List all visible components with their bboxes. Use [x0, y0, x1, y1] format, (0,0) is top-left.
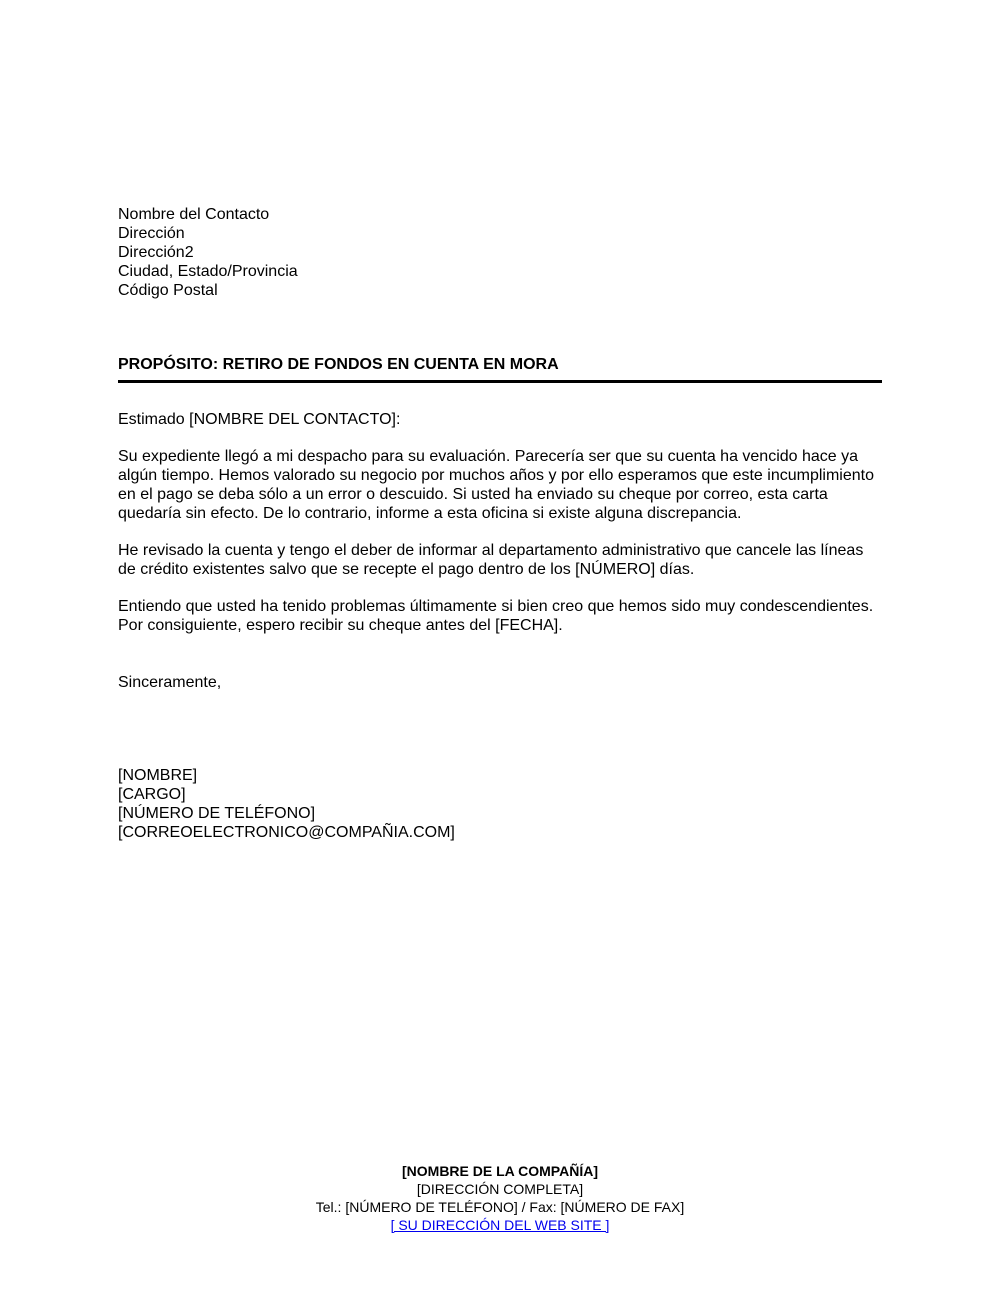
footer-contact: Tel.: [NÚMERO DE TELÉFONO] / Fax: [NÚMERO DE FAX] [315, 1199, 685, 1215]
letter-subject: PROPÓSITO: RETIRO DE FONDOS EN CUENTA EN MORA [118, 356, 559, 373]
salutation: Estimado [NOMBRE DEL CONTACTO]: [118, 411, 401, 428]
closing: Sinceramente, [118, 674, 222, 691]
subject-divider [118, 380, 882, 383]
recipient-name: Nombre del Contacto [118, 206, 270, 223]
letter-body [118, 410, 882, 653]
recipient-address-block [118, 205, 298, 300]
signature-block [118, 766, 455, 842]
body-paragraph-3: Entiendo que usted ha tenido problemas últimamente si bien creo que hemos sido muy condescendientes. Por consiguiente, espero recibir su cheque antes del [FECHA]. [118, 598, 874, 634]
signature-phone: [NÚMERO DE TELÉFONO] [118, 805, 316, 822]
body-paragraph-1: Su expediente llegó a mi despacho para su evaluación. Parecería ser que su cuenta ha vencido hace ya algún tiempo. Hemos valorado su negocio por muchos años y por ello esperamos que este incumplimiento en el pago se deba sólo a un error o descuido. Si usted ha enviado su cheque por correo, esta carta quedaría sin efecto. De lo contrario, informe a esta oficina si existe alguna discrepancia. [118, 448, 874, 522]
recipient-address-line2: Dirección2 [118, 244, 194, 261]
body-paragraph-2: He revisado la cuenta y tengo el deber de informar al departamento administrativo que cancele las líneas de crédito existentes salvo que se recepte el pago dentro de los [NÚMERO] días. [118, 542, 864, 578]
recipient-postal-code: Código Postal [118, 282, 218, 299]
footer-company-name: [NOMBRE DE LA COMPAÑÍA] [402, 1163, 598, 1179]
signature-title: [CARGO] [118, 786, 186, 803]
recipient-address-line1: Dirección [118, 225, 185, 242]
letter-footer [0, 1162, 1000, 1234]
footer-website-link[interactable]: [ SU DIRECCIÓN DEL WEB SITE ] [390, 1217, 610, 1233]
signature-name: [NOMBRE] [118, 767, 198, 784]
footer-address: [DIRECCIÓN COMPLETA] [416, 1181, 584, 1197]
recipient-city-state: Ciudad, Estado/Provincia [118, 263, 298, 280]
signature-email: [CORREOELECTRONICO@COMPAÑIA.COM] [118, 824, 455, 841]
